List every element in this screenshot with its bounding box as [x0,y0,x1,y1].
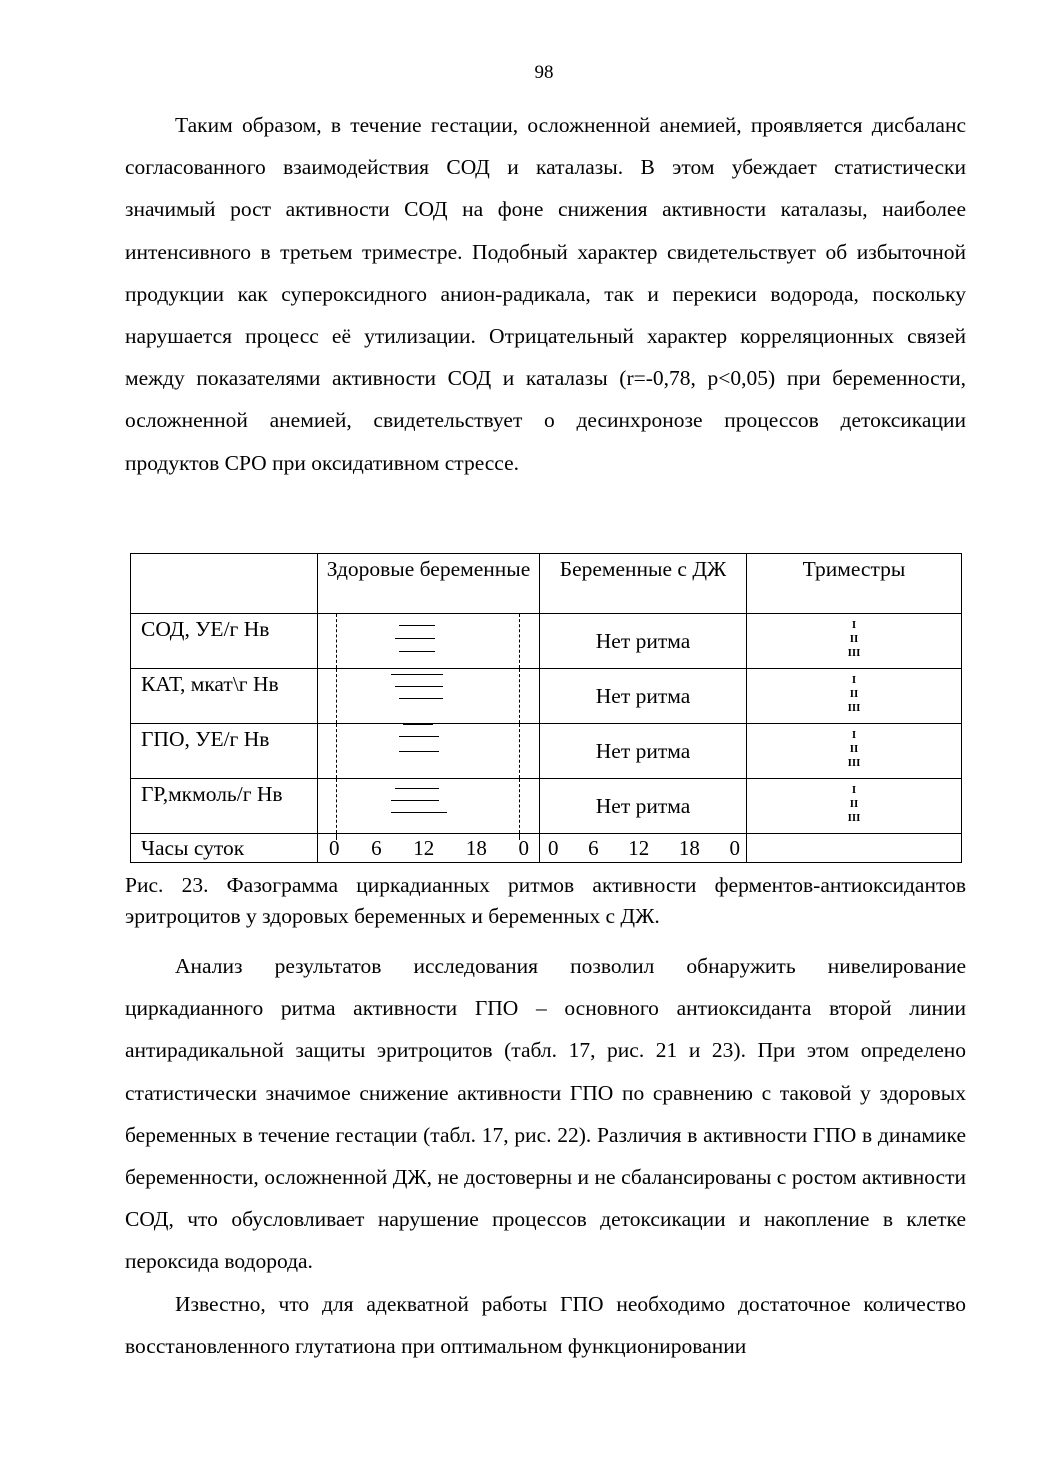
hour-tick: 12 [413,836,435,860]
header-empty-cell [131,554,318,614]
hour-tick: 0 [518,836,529,860]
hour-tick: 0 [548,836,559,860]
trimester-cell-gr [747,779,962,834]
row-label-gr: ГР,мкмоль/г Нв [131,779,318,834]
trimester-3: III [847,757,861,769]
trimester-2: II [849,688,859,700]
trimester-1: I [851,729,857,741]
phase-cell-gpo [318,724,540,779]
acrophase-bar [399,651,435,652]
header-trimesters: Триместры [747,554,962,614]
ida-status-gr: Нет ритма [540,779,747,834]
hours-label: Часы суток [131,834,318,863]
trimester-cell-gpo [747,724,962,779]
acrophase-bar [399,751,439,752]
day-boundary-right [519,614,520,668]
hour-tick: 6 [588,836,599,860]
trimester-2: II [849,633,859,645]
trimester-cell-sod [747,614,962,669]
paragraph-2: Анализ результатов исследования позволил обнаружить нивелирование циркадианного ритма активности ГПО – основного антиоксиданта второй линии антирадикальной защиты эритроцитов (табл. 17, рис. 21 и 23). При этом определено статистически значимое снижение активности ГПО по сравнению с таковой у здоровых беременных в течение гестации (табл. 17, рис. 22). Различия в активности ГПО в динамике беременности, осложненной ДЖ, не достоверны и не сбалансированы с ростом активности СОД, что обусловливает нарушение процессов детоксикации и накопление в клетке пероксида водорода. [125,954,966,1274]
paragraph-1: Таким образом, в течение гестации, осложненной анемией, проявляется дисбаланс согласованного взаимодействия СОД и каталазы. В этом убеждает статистически значимый рост активности СОД на фоне снижения активности каталазы, наиболее интенсивного в третьем триместре. Подобный характер свидетельствует об избыточной продукции как супероксидного анион-радикала, так и перекиси водорода, поскольку нарушается процесс её утилизации. Отрицательный характер корреляционных связей между показателями активности СОД и каталазы (r=-0,78, p<0,05) при беременности, осложненной анемией, свидетельствует о десинхронозе процессов детоксикации продуктов СРО при оксидативном стрессе. [125,113,966,475]
day-boundary-right [519,724,520,778]
day-boundary-right [519,669,520,723]
day-boundary-right [519,779,520,833]
ida-status-gpo: Нет ритма [540,724,747,779]
acrophase-bar [395,638,435,639]
acrophase-bar [395,686,443,687]
phase-cell-sod [318,614,540,669]
hour-tick: 6 [371,836,382,860]
header-healthy: Здоровые беременные [318,554,540,614]
phase-cell-cat [318,669,540,724]
acrophase-bar [391,800,439,801]
trimester-1: I [851,674,857,686]
hour-tick: 0 [729,836,740,860]
day-boundary-left [336,834,337,840]
hours-axis-ida [540,834,747,863]
trimester-1: I [851,784,857,796]
trimester-cell-cat [747,669,962,724]
acrophase-bar [403,724,433,725]
trimester-3: III [847,702,861,714]
hours-empty-cell [747,834,962,863]
acrophase-bar [399,625,435,626]
ida-status-cat: Нет ритма [540,669,747,724]
trimester-1: I [851,619,857,631]
trimester-2: II [849,798,859,810]
trimester-3: III [847,647,861,659]
row-label-cat: КАТ, мкат\г Нв [131,669,318,724]
hour-tick: 18 [465,836,487,860]
hour-tick: 12 [628,836,650,860]
row-label-sod: СОД, УЕ/г Нв [131,614,318,669]
phasogram-table [130,553,962,863]
page-number: 98 [534,62,554,83]
row-label-gpo: ГПО, УЕ/г Нв [131,724,318,779]
trimester-2: II [849,743,859,755]
hour-tick: 0 [329,836,340,860]
acrophase-bar [399,736,439,737]
acrophase-bar [395,788,439,789]
figure-caption: Рис. 23. Фазограмма циркадианных ритмов активности ферментов-антиоксидантов эритроцитов у здоровых беременных и беременных с ДЖ. [125,873,966,928]
header-ida: Беременные с ДЖ [540,554,747,614]
day-boundary-left [336,614,337,668]
hour-tick: 18 [678,836,700,860]
acrophase-bar [399,698,443,699]
ida-status-sod: Нет ритма [540,614,747,669]
day-boundary-left [336,779,337,833]
trimester-3: III [847,812,861,824]
day-boundary-left [336,669,337,723]
phase-cell-gr [318,779,540,834]
day-boundary-left [336,724,337,778]
paragraph-3: Известно, что для адекватной работы ГПО необходимо достаточное количество восстановленного глутатиона при оптимальном функционировании [125,1292,966,1359]
acrophase-bar [391,674,443,675]
hours-axis-healthy [318,834,540,863]
day-boundary-right [519,834,520,840]
acrophase-bar [391,812,447,813]
